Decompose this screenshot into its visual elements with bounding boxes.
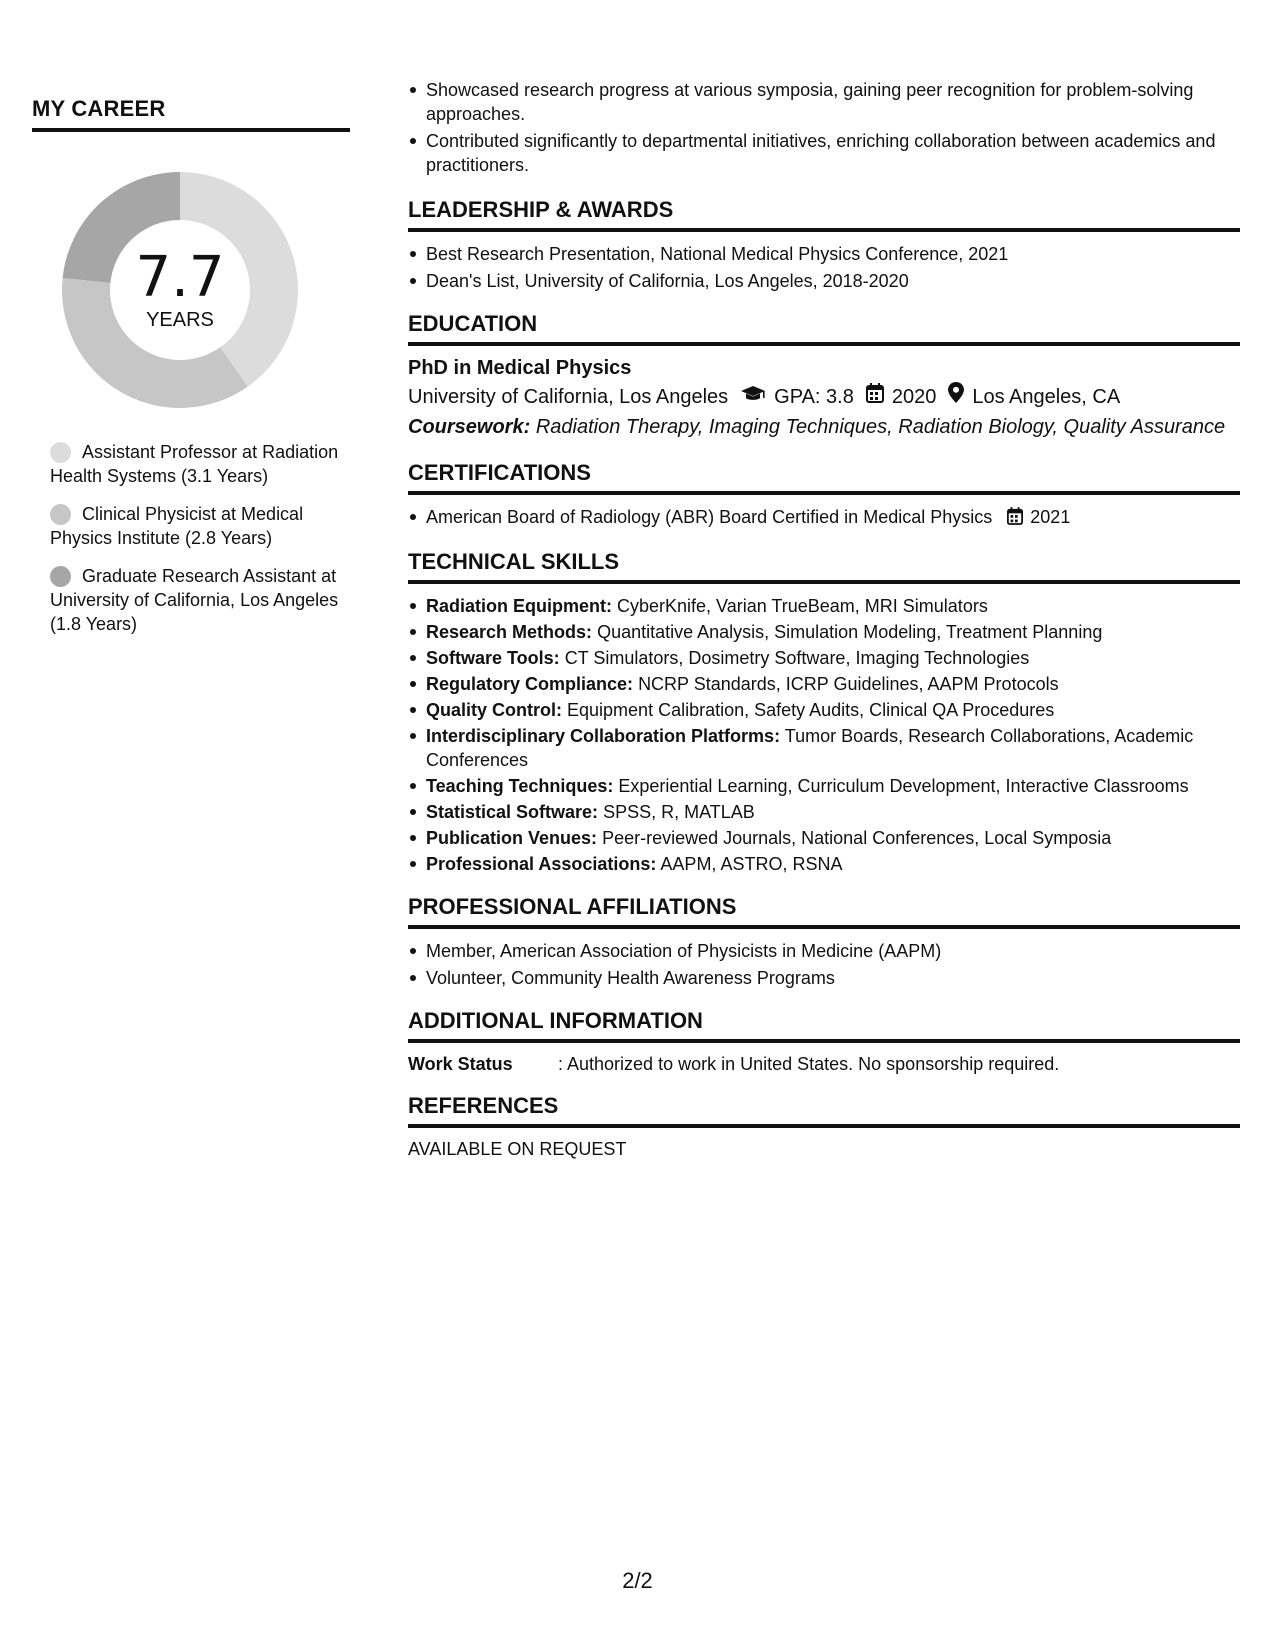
skill-label: Statistical Software: (426, 802, 599, 822)
skill-label: Teaching Techniques: (426, 776, 614, 796)
skill-label: Interdisciplinary Collaboration Platforms: (426, 726, 781, 746)
skill-item (408, 646, 1240, 670)
main-content (408, 78, 1240, 1162)
legend-dot (50, 504, 71, 525)
section-title-leadership: LEADERSHIP & AWARDS (408, 197, 1240, 232)
skill-value: AAPM, ASTRO, RSNA (660, 854, 843, 874)
coursework-label: Coursework: (408, 416, 531, 438)
coursework-list: Radiation Therapy, Imaging Techniques, Radiation Biology, Quality Assurance (535, 416, 1226, 438)
legend-dot (50, 442, 71, 463)
certification-name: American Board of Radiology (ABR) Board Certified in Medical Physics (426, 507, 993, 527)
skill-label: Software Tools: (426, 648, 560, 668)
graduation-cap-icon (740, 382, 766, 412)
legend-dot (50, 566, 71, 587)
list-item: Contributed significantly to departmental initiatives, enriching collaboration between academics and practitioners. (408, 129, 1240, 177)
calendar-icon (1007, 507, 1023, 531)
list-item: Showcased research progress at various symposia, gaining peer recognition for problem-solving approaches. (408, 78, 1240, 126)
skill-label: Radiation Equipment: (426, 596, 612, 616)
total-years-value: 7.7 (135, 244, 225, 310)
total-years-label: YEARS (146, 308, 214, 331)
career-legend (50, 440, 350, 636)
list-item: Dean's List, University of California, Los Angeles, 2018-2020 (408, 269, 1240, 293)
legend-item (50, 564, 350, 636)
skill-label: Professional Associations: (426, 854, 657, 874)
skill-value: NCRP Standards, ICRP Guidelines, AAPM Protocols (638, 674, 1059, 694)
list-item: Volunteer, Community Health Awareness Programs (408, 966, 1240, 990)
skill-value: Quantitative Analysis, Simulation Modeling, Treatment Planning (597, 622, 1103, 642)
skill-label: Quality Control: (426, 700, 562, 720)
skill-item (408, 724, 1240, 772)
references-text: AVAILABLE ON REQUEST (408, 1139, 627, 1159)
degree-title: PhD in Medical Physics (408, 357, 632, 379)
section-title-certifications: CERTIFICATIONS (408, 460, 1240, 495)
gpa-value: GPA: 3.8 (774, 386, 854, 408)
section-title-education: EDUCATION (408, 311, 1240, 346)
skill-item (408, 698, 1240, 722)
skill-item (408, 672, 1240, 696)
section-title-skills: TECHNICAL SKILLS (408, 549, 1240, 584)
graduation-year: 2020 (891, 386, 937, 408)
skill-item (408, 620, 1240, 644)
section-title-additional: ADDITIONAL INFORMATION (408, 1008, 1240, 1043)
list-item: Best Research Presentation, National Medical Physics Conference, 2021 (408, 242, 1240, 266)
skill-value: Peer-reviewed Journals, National Conferences, Local Symposia (602, 828, 1112, 848)
coursework (408, 412, 1240, 442)
certification-year: 2021 (1030, 507, 1071, 527)
leadership-list (408, 242, 1240, 293)
calendar-icon (866, 382, 884, 412)
skills-list (408, 594, 1240, 876)
legend-label: Assistant Professor at Radiation Health Systems (3.1 Years) (50, 442, 339, 486)
legend-item (50, 502, 350, 550)
school-name: University of California, Los Angeles (408, 386, 729, 408)
skill-label: Regulatory Compliance: (426, 674, 634, 694)
page-number: 2/2 (622, 1568, 653, 1593)
skill-item (408, 826, 1240, 850)
work-status-label: Work Status (408, 1054, 513, 1074)
skill-item (408, 594, 1240, 618)
skill-item (408, 852, 1240, 876)
list-item: Member, American Association of Physicists in Medicine (AAPM) (408, 939, 1240, 963)
experience-bullets (408, 78, 1240, 177)
certifications-list (408, 505, 1240, 531)
work-status-row (408, 1051, 1240, 1077)
legend-label: Clinical Physicist at Medical Physics Institute (2.8 Years) (50, 504, 304, 548)
skill-value: Tumor Boards, Research Collaborations, Academic Conferences (426, 726, 1194, 770)
donut-center (56, 166, 304, 414)
skill-item (408, 800, 1240, 824)
career-donut-chart (56, 166, 304, 414)
affiliations-list (408, 939, 1240, 990)
legend-label: Graduate Research Assistant at University of California, Los Angeles (1.8 Years) (50, 566, 339, 634)
skill-label: Publication Venues: (426, 828, 598, 848)
section-title-affiliations: PROFESSIONAL AFFILIATIONS (408, 894, 1240, 929)
work-status-value: : Authorized to work in United States. No sponsorship required. (558, 1054, 1060, 1074)
section-title-references: REFERENCES (408, 1093, 1240, 1128)
education-location: Los Angeles, CA (972, 386, 1121, 408)
skill-value: CT Simulators, Dosimetry Software, Imaging Technologies (564, 648, 1030, 668)
skill-value: Experiential Learning, Curriculum Development, Interactive Classrooms (618, 776, 1189, 796)
education-details (408, 382, 1240, 412)
skill-label: Research Methods: (426, 622, 593, 642)
skill-value: Equipment Calibration, Safety Audits, Clinical QA Procedures (567, 700, 1055, 720)
legend-item (50, 440, 350, 488)
skill-value: CyberKnife, Varian TrueBeam, MRI Simulators (617, 596, 988, 616)
career-sidebar (32, 96, 350, 650)
map-pin-icon (948, 382, 964, 412)
skill-value: SPSS, R, MATLAB (603, 802, 755, 822)
list-item (408, 505, 1240, 531)
career-title: MY CAREER (32, 96, 350, 132)
skill-item (408, 774, 1240, 798)
